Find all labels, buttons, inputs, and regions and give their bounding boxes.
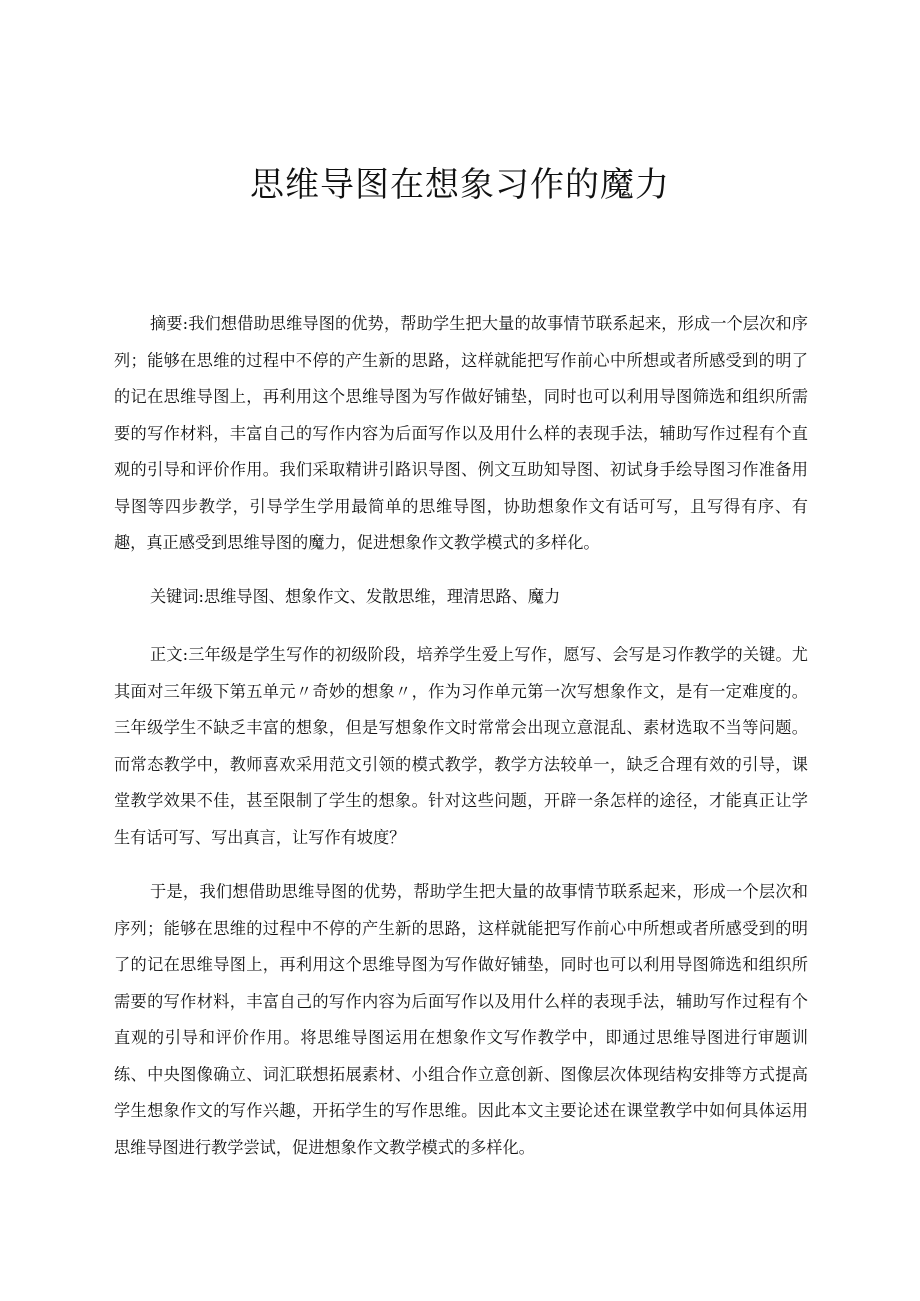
keywords-label: 关键词: [150,587,205,606]
body-label: 正文: [150,645,189,664]
body-paragraph-2-text: 于是，我们想借助思维导图的优势，帮助学生把大量的故事情节联系起来，形成一个层次和序列；能够在思维的过程中不停的产生新的思路，这样就能把写作前心中所想或者所感受到的明了的记在思维导图上，再利用这个思维导图为写作做好铺垫，同时也可以利用导图筛选和组织所需要的写作材料，丰富自己的写作内容为后面写作以及用什么样的表现手法，辅助写作过程有个直观的引导和评价作用。将思维导图运用在想象作文写作教学中，即通过思维导图进行审题训练、中央图像确立、词汇联想拓展素材、小组合作立意创新、图像层次体现结构安排等方式提高学生想象作文的写作兴趣，开拓学生的写作思维。因此本文主要论述在课堂教学中如何具体运用思维导图进行教学尝试，促进想象作文教学模式的多样化。 [114,882,808,1157]
body-paragraph-2 [114,874,808,1166]
abstract-label: 摘要: [150,314,189,333]
abstract-text: 我们想借助思维导图的优势，帮助学生把大量的故事情节联系起来，形成一个层次和序列；能够在思维的过程中不停的产生新的思路，这样就能把写作前心中所想或者所感受到的明了的记在思维导图上，再利用这个思维导图为写作做好铺垫，同时也可以利用导图筛选和组织所需要的写作材料，丰富自己的写作内容为后面写作以及用什么样的表现手法，辅助写作过程有个直观的引导和评价作用。我们采取精讲引路识导图、例文互助知导图、初试身手绘导图习作准备用导图等四步教学，引导学生学用最简单的思维导图，协助想象作文有话可写，且写得有序、有趣，真正感受到思维导图的魔力，促进想象作文教学模式的多样化。 [114,314,808,552]
body-paragraph-1-text: 三年级是学生写作的初级阶段，培养学生爱上写作，愿写、会写是习作教学的关键。尤其面对三年级下第五单元〃奇妙的想象〃，作为习作单元第一次写想象作文，是有一定难度的。三年级学生不缺乏丰富的想象，但是写想象作文时常常会出现立意混乱、素材选取不当等问题。而常态教学中，教师喜欢采用范文引领的模式教学，教学方法较单一，缺乏合理有效的引导，课堂教学效果不佳，甚至限制了学生的想象。针对这些问题，开辟一条怎样的途径，才能真正让学生有话可写、写出真言，让写作有坡度？ [114,645,808,847]
body-paragraph-1 [114,637,808,856]
keywords-paragraph [114,579,808,616]
keywords-text: 思维导图、想象作文、发散思维，理清思路、魔力 [204,587,561,606]
document-title: 思维导图在想象习作的魔力 [250,165,670,205]
abstract-paragraph [114,306,808,562]
